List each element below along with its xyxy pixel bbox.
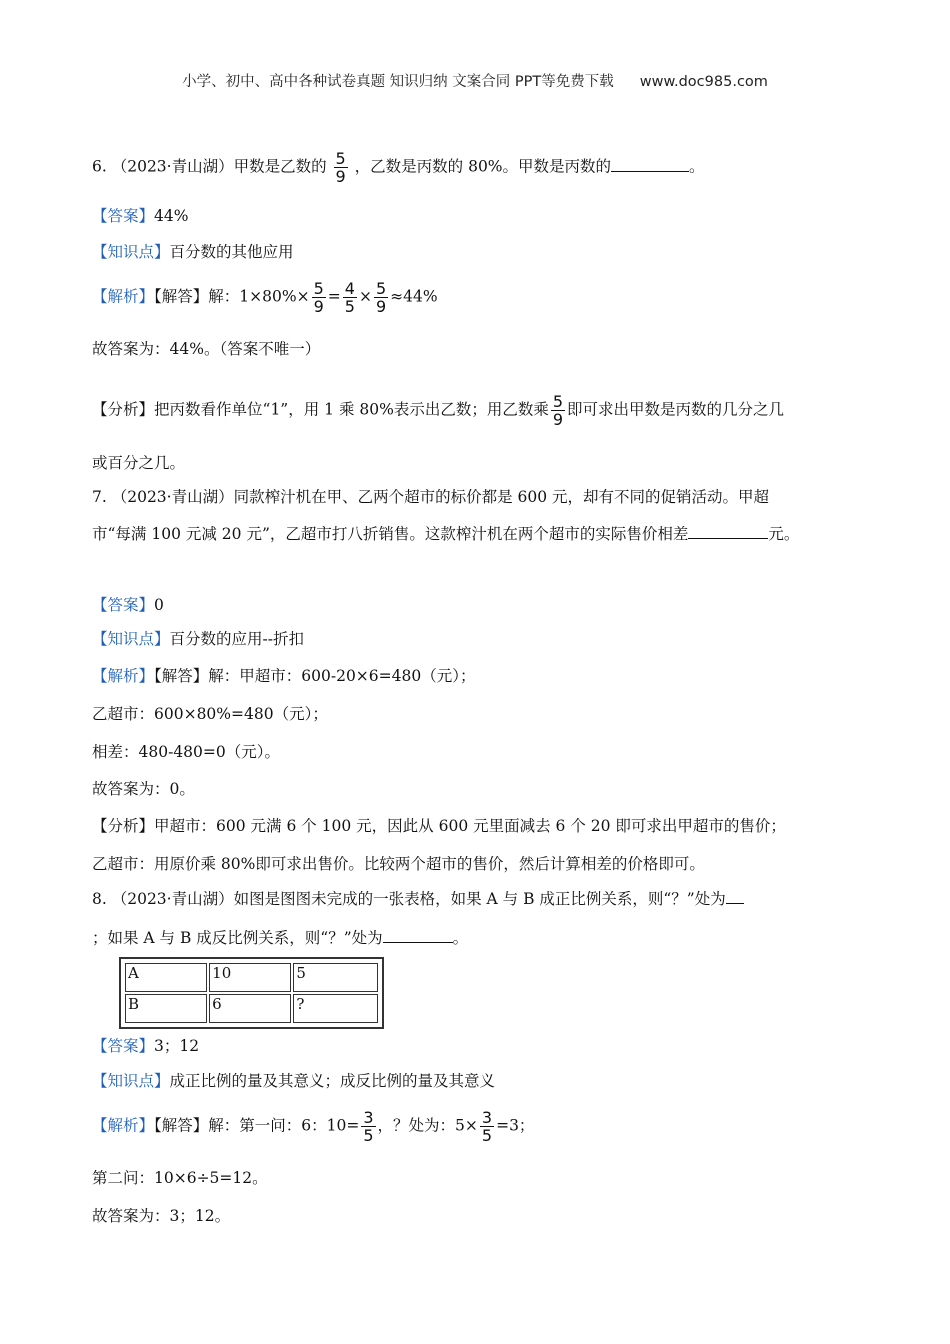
- q6-stem-part2: ，乙数是丙数的 80%。甲数是丙数的: [354, 157, 612, 176]
- page-header: [0, 70, 950, 91]
- q6-analysis-fraction: $\frac{5}{9}$: [552, 392, 564, 429]
- q7-analysis: [92, 815, 786, 837]
- q8-solution: [92, 1109, 534, 1144]
- analysis-tag: 【分析】: [92, 400, 155, 419]
- q6-fraction: $\frac{5}{9}$: [335, 149, 346, 186]
- q6-analysis-part2: 即可求出甲数是丙数的几分之几: [567, 400, 785, 419]
- q6-solution-fraction-3: $\frac{5}{9}$: [375, 279, 387, 316]
- q6-solution-part1: 【解答】解：1×80%×: [154, 287, 310, 306]
- q6-approx: ≈44%: [390, 287, 438, 306]
- q8-answer-blank-1: [726, 887, 744, 904]
- table-cell: 10: [209, 963, 291, 992]
- q6-solution-fraction-2: $\frac{4}{5}$: [344, 279, 355, 316]
- solution-tag: 【解析】: [92, 667, 155, 685]
- answer-tag: 【答案】: [92, 207, 155, 225]
- knowledge-tag: 【知识点】: [92, 630, 170, 648]
- q7-solution-line4: 故答案为：0。: [92, 780, 195, 798]
- q6-conclusion: 故答案为：44%。（答案不唯一）: [92, 340, 321, 358]
- q7-answer-blank: [688, 522, 768, 539]
- q8-stem-line1: [92, 887, 744, 910]
- q7-answer: [92, 594, 164, 616]
- q6-answer-value: 44%: [154, 207, 189, 225]
- q8-stem-part1: 8. （2023·青山湖）如图是图图未完成的一张表格，如果 A 与 B 成正比例关系，则“？”处为: [92, 890, 726, 908]
- q6-stem-end: 。: [689, 157, 705, 176]
- q6-analysis-cont: 或百分之几。: [92, 454, 186, 472]
- q6-solution-fraction-1: $\frac{5}{9}$: [313, 279, 324, 316]
- answer-tag: 【答案】: [92, 596, 155, 614]
- knowledge-tag: 【知识点】: [92, 243, 170, 261]
- q6-answer: [92, 205, 188, 227]
- analysis-tag: 【分析】: [92, 817, 155, 835]
- q8-answer: [92, 1035, 199, 1057]
- knowledge-tag: 【知识点】: [92, 1072, 170, 1090]
- table-cell: 6: [209, 994, 291, 1023]
- solution-tag: 【解析】: [92, 1116, 155, 1135]
- q8-solution-part1: 【解答】解：第一问：6：10=: [154, 1116, 360, 1135]
- q7-knowledge: [92, 628, 304, 650]
- q6-analysis: [92, 393, 784, 428]
- q7-solution-line2: 乙超市：600×80%=480（元）；: [92, 705, 328, 723]
- q7-analysis-line2: 乙超市：用原价乘 80%即可求出售价。比较两个超市的售价，然后计算相差的价格即可。: [92, 855, 705, 873]
- q8-solution-fraction-2: $\frac{3}{5}$: [481, 1108, 493, 1145]
- q7-knowledge-value: 百分数的应用--折扣: [169, 630, 304, 648]
- q8-solution-part3: =3；: [496, 1116, 535, 1135]
- q6-knowledge-value: 百分数的其他应用: [169, 243, 294, 261]
- q8-solution-line2: 第二问：10×6÷5=12。: [92, 1169, 268, 1187]
- q6-analysis-part1: 把丙数看作单位“1”，用 1 乘 80%表示出乙数；用乙数乘: [154, 400, 549, 419]
- q7-analysis-line1: 甲超市：600 元满 6 个 100 元，因此从 600 元里面减去 6 个 20 即可求出甲超市的售价；: [154, 817, 786, 835]
- header-text: 小学、初中、高中各种试卷真题 知识归纳 文案合同 PPT等免费下载: [182, 74, 614, 90]
- q8-solution-line3: 故答案为：3；12。: [92, 1207, 231, 1225]
- q8-solution-fraction-1: $\frac{3}{5}$: [363, 1108, 374, 1145]
- q6-eq-sign: =: [327, 287, 341, 306]
- table-row: [125, 963, 378, 992]
- q8-stem-end: 。: [452, 929, 469, 947]
- q6-solution: [92, 280, 438, 315]
- q7-solution-line1: 【解答】解：甲超市：600-20×6=480（元）；: [154, 667, 476, 685]
- q8-table: [119, 957, 384, 1029]
- header-site-link[interactable]: www.doc985.com: [639, 74, 768, 90]
- q7-answer-value: 0: [154, 596, 164, 614]
- q7-solution-line3: 相差：480-480=0（元）。: [92, 743, 281, 761]
- answer-tag: 【答案】: [92, 1037, 155, 1055]
- q7-stem-part: 市“每满 100 元减 20 元”，乙超市打八折销售。这款榨汁机在两个超市的实际售价相差: [92, 525, 689, 543]
- q6-knowledge: [92, 241, 294, 263]
- q6-stem: [92, 150, 705, 185]
- q7-stem-end: 元。: [768, 525, 800, 543]
- table-cell: 5: [293, 963, 378, 992]
- q8-knowledge-value: 成正比例的量及其意义；成反比例的量及其意义: [169, 1072, 496, 1090]
- q8-stem-line2: [92, 926, 468, 949]
- table-row: [125, 994, 378, 1023]
- table-cell: A: [125, 963, 207, 992]
- q7-solution: [92, 665, 475, 687]
- table-cell: B: [125, 994, 207, 1023]
- q7-stem-line1: 7. （2023·青山湖）同款榨汁机在甲、乙两个超市的标价都是 600 元，却有不同的促销活动。甲超: [92, 488, 770, 506]
- q6-stem-part1: 6. （2023·青山湖）甲数是乙数的: [92, 157, 327, 176]
- q8-knowledge: [92, 1070, 495, 1092]
- q8-stem-part2: ；如果 A 与 B 成反比例关系，则“？”处为: [92, 929, 383, 947]
- q7-stem-line2: [92, 522, 799, 545]
- table-cell: ?: [293, 994, 378, 1023]
- q6-answer-blank: [611, 155, 689, 172]
- q8-answer-value: 3；12: [154, 1037, 200, 1055]
- q8-solution-part2: ，？处为：5×: [377, 1116, 478, 1135]
- q6-times-sign: ×: [358, 287, 372, 306]
- solution-tag: 【解析】: [92, 287, 155, 306]
- q8-answer-blank-2: [383, 926, 453, 943]
